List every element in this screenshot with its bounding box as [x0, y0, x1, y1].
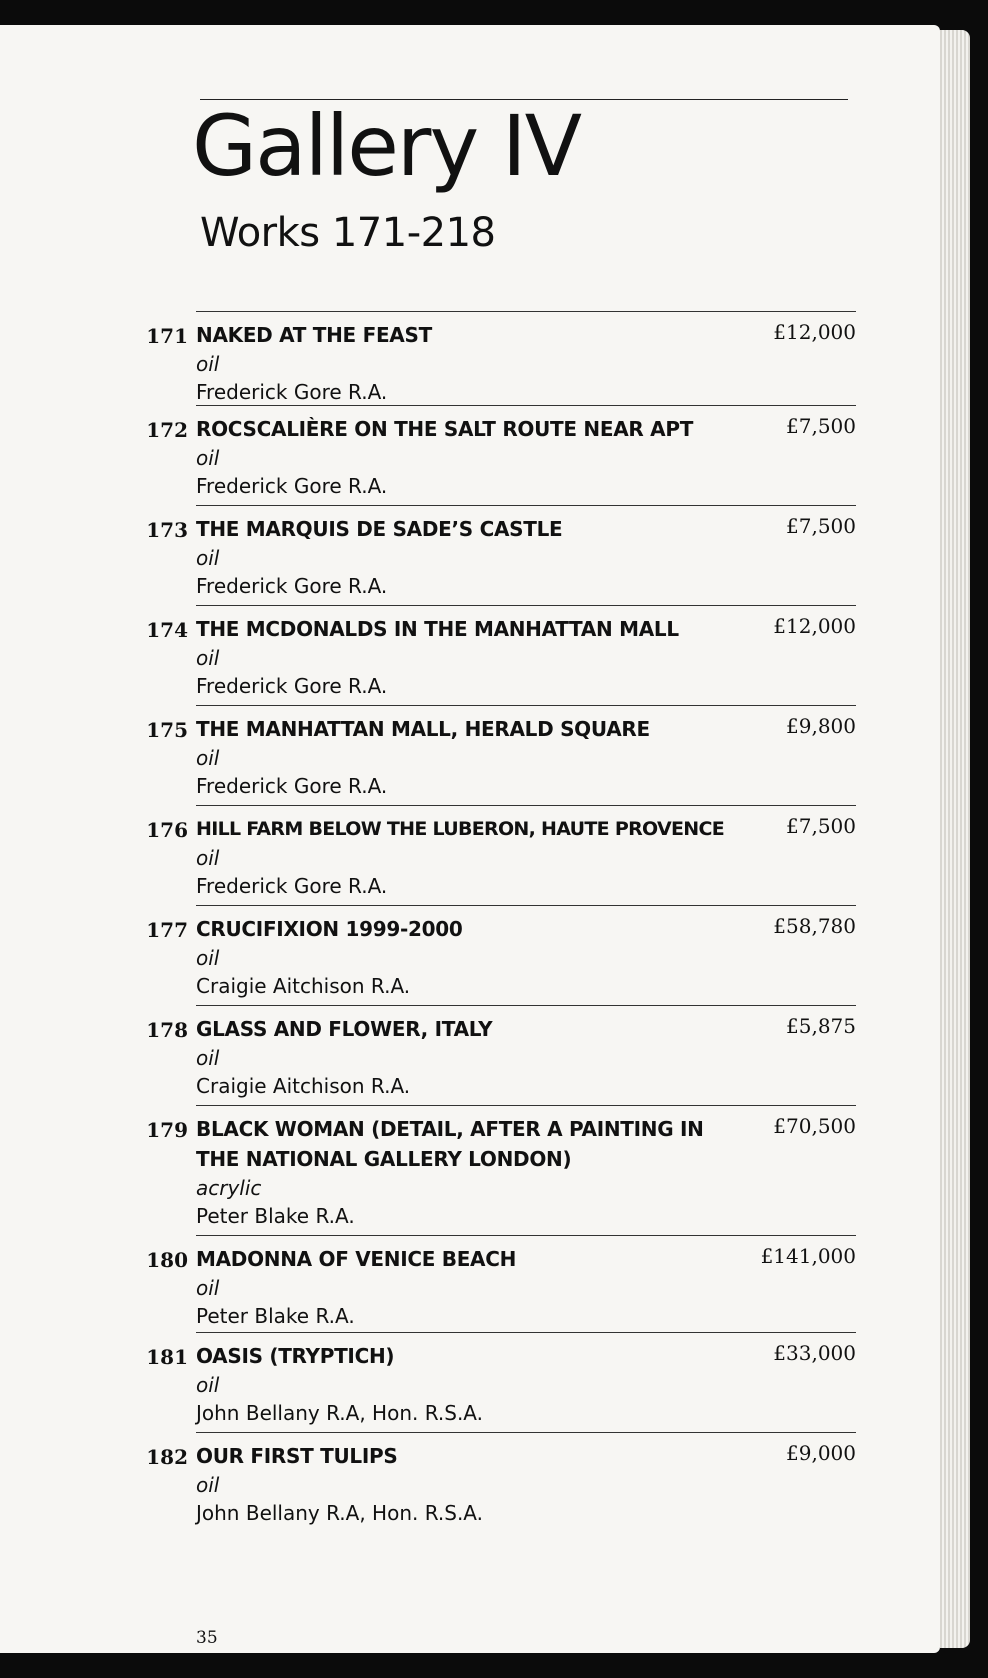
list-item	[146, 705, 856, 805]
item-artist: Craigie Aitchison R.A.	[196, 974, 411, 998]
catalogue-page	[0, 25, 940, 1653]
item-medium: oil	[196, 846, 220, 870]
item-title: ROCSCALIÈRE ON THE SALT ROUTE NEAR APT	[196, 417, 694, 441]
item-title: MADONNA OF VENICE BEACH	[196, 1247, 517, 1271]
list-item	[146, 1432, 856, 1532]
item-number: 180	[146, 1248, 188, 1272]
item-number: 174	[146, 618, 188, 642]
item-price: £7,500	[786, 514, 856, 538]
item-number: 172	[146, 418, 188, 442]
list-item	[146, 605, 856, 705]
item-title: CRUCIFIXION 1999-2000	[196, 917, 463, 941]
item-title: THE MCDONALDS IN THE MANHATTAN MALL	[196, 617, 679, 641]
item-medium: oil	[196, 1373, 220, 1397]
item-medium: oil	[196, 946, 220, 970]
item-number: 181	[146, 1345, 188, 1369]
item-medium: oil	[196, 1046, 220, 1070]
item-medium: oil	[196, 546, 220, 570]
item-artist: John Bellany R.A, Hon. R.S.A.	[196, 1501, 483, 1525]
item-price: £33,000	[773, 1341, 856, 1365]
page-edge	[940, 30, 970, 1648]
item-artist: Frederick Gore R.A.	[196, 774, 388, 798]
item-artist: Frederick Gore R.A.	[196, 380, 388, 404]
item-medium: oil	[196, 1473, 220, 1497]
list-item	[146, 1005, 856, 1105]
item-price: £12,000	[773, 614, 856, 638]
item-artist: Frederick Gore R.A.	[196, 674, 388, 698]
page-subtitle: Works 171-218	[200, 210, 496, 256]
item-price: £9,000	[786, 1441, 856, 1465]
item-medium: oil	[196, 446, 220, 470]
item-price: £7,500	[786, 414, 856, 438]
list-item	[146, 1105, 856, 1235]
item-artist: Craigie Aitchison R.A.	[196, 1074, 411, 1098]
item-price: £12,000	[773, 320, 856, 344]
page-number: 35	[196, 1628, 218, 1648]
list-item	[146, 1235, 856, 1332]
item-number: 176	[146, 818, 188, 842]
item-artist: Frederick Gore R.A.	[196, 574, 388, 598]
list-item	[146, 505, 856, 605]
item-title: OASIS (TRYPTICH)	[196, 1344, 395, 1368]
item-title: THE MANHATTAN MALL, HERALD SQUARE	[196, 717, 650, 741]
item-title: BLACK WOMAN (DETAIL, AFTER A PAINTING IN THE NATIONAL GALLERY LONDON)	[196, 1117, 704, 1171]
item-number: 178	[146, 1018, 188, 1042]
entries-list	[0, 311, 940, 1532]
list-item	[146, 1332, 856, 1432]
item-number: 171	[146, 324, 188, 348]
list-item	[146, 905, 856, 1005]
page-title: Gallery IV	[192, 97, 581, 195]
item-price: £70,500	[773, 1114, 856, 1138]
item-medium: oil	[196, 352, 220, 376]
item-medium: oil	[196, 746, 220, 770]
item-title: THE MARQUIS DE SADE’S CASTLE	[196, 517, 563, 541]
item-artist: John Bellany R.A, Hon. R.S.A.	[196, 1401, 483, 1425]
item-artist: Peter Blake R.A.	[196, 1304, 355, 1328]
item-medium: oil	[196, 1276, 220, 1300]
item-medium: oil	[196, 646, 220, 670]
item-number: 182	[146, 1445, 188, 1469]
list-item	[146, 405, 856, 505]
item-title: HILL FARM BELOW THE LUBERON, HAUTE PROVENCE	[196, 818, 724, 840]
item-title: NAKED AT THE FEAST	[196, 323, 432, 347]
item-title: OUR FIRST TULIPS	[196, 1444, 398, 1468]
item-number: 175	[146, 718, 188, 742]
item-number: 177	[146, 918, 188, 942]
list-item	[146, 805, 856, 905]
item-price: £141,000	[760, 1244, 856, 1268]
item-medium: acrylic	[196, 1176, 262, 1200]
item-price: £5,875	[786, 1014, 856, 1038]
item-artist: Frederick Gore R.A.	[196, 874, 388, 898]
list-item	[146, 311, 856, 405]
item-artist: Peter Blake R.A.	[196, 1204, 355, 1228]
item-price: £7,500	[786, 814, 856, 838]
item-number: 179	[146, 1118, 188, 1142]
item-price: £9,800	[786, 714, 856, 738]
item-number: 173	[146, 518, 188, 542]
item-price: £58,780	[773, 914, 856, 938]
item-artist: Frederick Gore R.A.	[196, 474, 388, 498]
item-title: GLASS AND FLOWER, ITALY	[196, 1017, 493, 1041]
